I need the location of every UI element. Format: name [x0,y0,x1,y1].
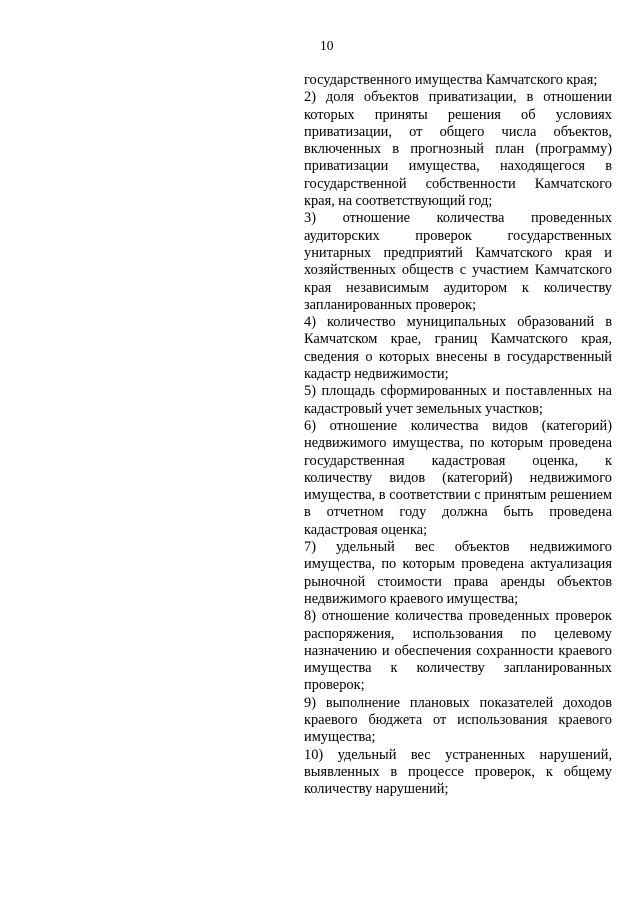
list-item-8: 8) отношение количества проведенных проверок распоряжения, использования по целевому назначению и обеспечения сохранности краевого имущества к количеству запланированных проверок; [304,608,612,694]
list-item-6: 6) отношение количества видов (категорий) недвижимого имущества, по которым проведена государственная кадастровая оценка, к количеству видов (категорий) недвижимого имущества, в соответствии с принятым решением в отчетном году должна быть проведена кадастровая оценка; [304,417,612,538]
list-item-7: 7) удельный вес объектов недвижимого имущества, по которым проведена актуализация рыночной стоимости права аренды объектов недвижимого краевого имущества; [304,539,612,607]
list-item-9: 9) выполнение плановых показателей доходов краевого бюджета от использования краевого имущества; [304,694,612,746]
list-item-10: 10) удельный вес устраненных нарушений, выявленных в процессе проверок, к общему количеству нарушений; [304,746,612,798]
document-body [304,72,612,798]
page-number: 10 [320,38,334,53]
paragraph-continuation: государственного имущества Камчатского края; [304,72,598,88]
list-item-5: 5) площадь сформированных и поставленных на кадастровый учет земельных участков; [304,383,612,417]
list-item-2: 2) доля объектов приватизации, в отношении которых приняты решения об условиях приватизации, от общего числа объектов, включенных в прогнозный план (программу) приватизации имущества, находящегося в государственной собственности Камчатского края, на соответствующий год; [304,89,612,210]
list-item-3: 3) отношение количества проведенных аудиторских проверок государственных унитарных предприятий Камчатского края и хозяйственных обществ с участием Камчатского края независимым аудитором к количеству запланированных проверок; [304,210,612,313]
list-item-4: 4) количество муниципальных образований в Камчатском крае, границ Камчатского края, сведения о которых внесены в государственный кадастр недвижимости; [304,314,612,383]
